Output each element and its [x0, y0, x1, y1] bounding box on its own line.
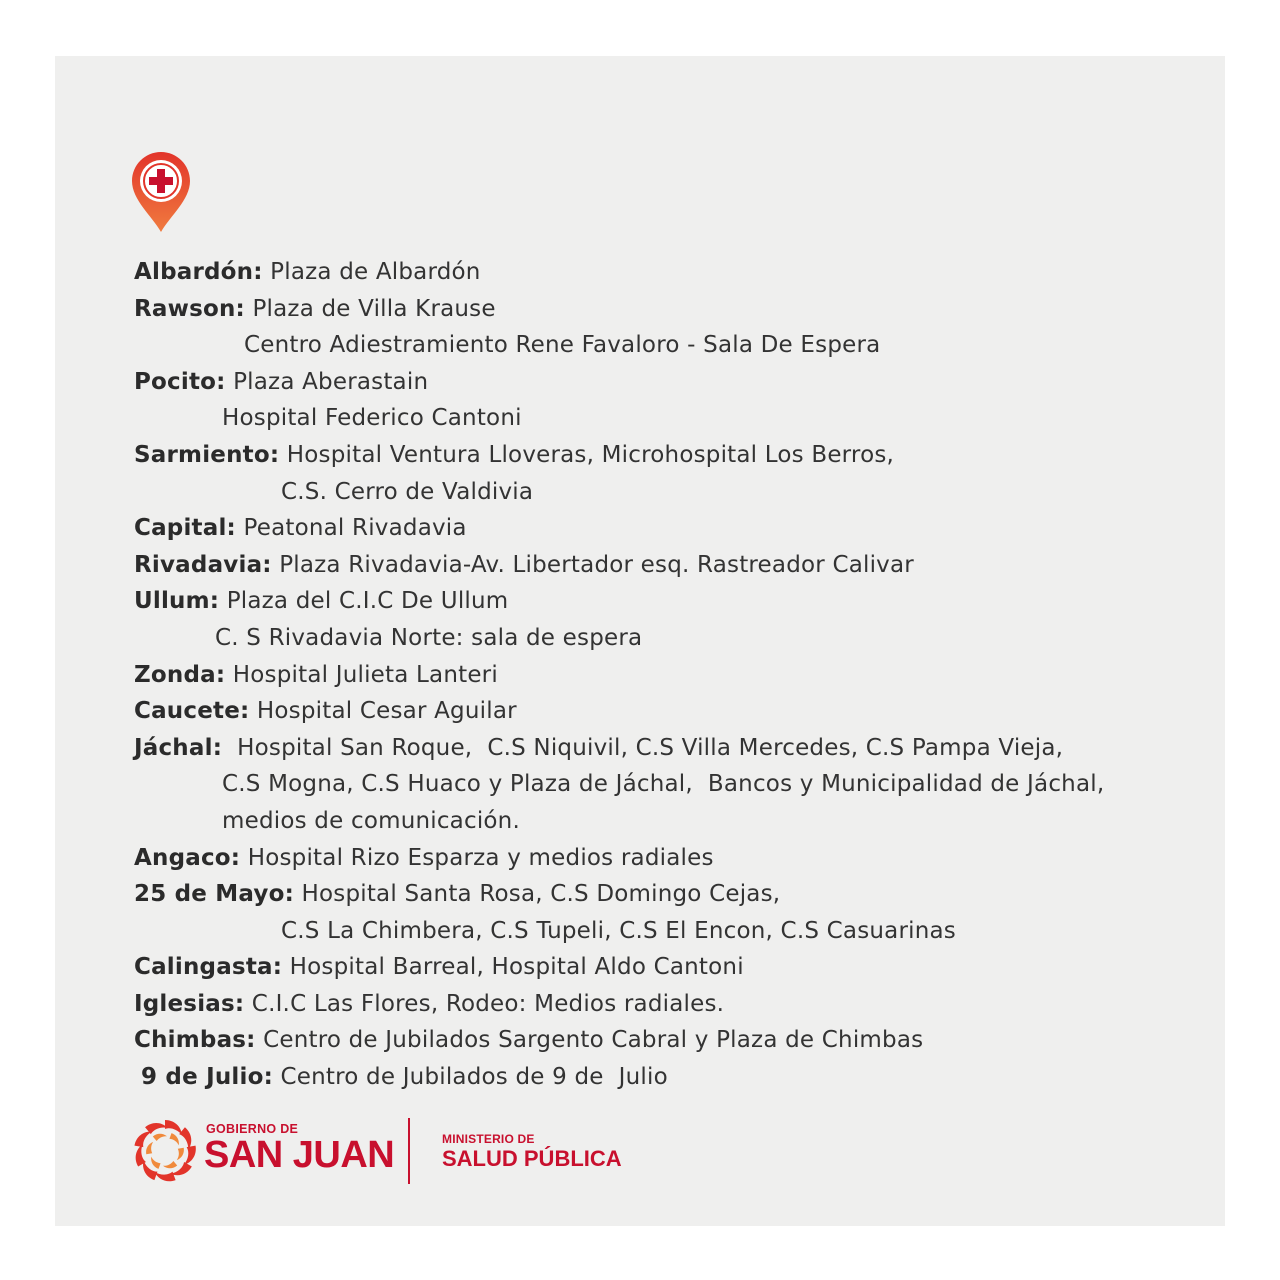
- location-line: [134, 730, 1194, 767]
- location-line: [134, 327, 1194, 364]
- salud-publica-label: SALUD PÚBLICA: [442, 1146, 622, 1171]
- location-text: medios de comunicación.: [222, 807, 520, 834]
- location-line: [134, 1022, 1194, 1059]
- location-line: [134, 547, 1194, 584]
- department-label: Pocito:: [134, 368, 226, 395]
- location-text: Hospital Cesar Aguilar: [249, 698, 517, 725]
- location-text: Centro Adiestramiento Rene Favaloro - Sala De Espera: [244, 332, 881, 359]
- location-text: Plaza Aberastain: [225, 368, 429, 395]
- san-juan-sun-logo-icon: [132, 1118, 198, 1184]
- location-line: [134, 1059, 1194, 1096]
- gobierno-de-label: GOBIERNO DE: [206, 1122, 299, 1136]
- location-line: [134, 766, 1194, 803]
- location-line: [134, 254, 1194, 291]
- location-text: C.I.C Las Flores, Rodeo: Medios radiales.: [244, 990, 725, 1017]
- location-line: [134, 803, 1194, 840]
- department-label: 25 de Mayo:: [134, 881, 294, 908]
- location-line: [134, 876, 1194, 913]
- footer-logos: [132, 1116, 652, 1186]
- location-text: Hospital Rizo Esparza y medios radiales: [240, 844, 714, 871]
- hospital-location-pin-icon: [130, 150, 192, 234]
- department-label: Calingasta:: [134, 954, 283, 981]
- logo-divider: [408, 1118, 410, 1184]
- location-line: [134, 364, 1194, 401]
- location-line: [134, 913, 1194, 950]
- location-line: [134, 400, 1194, 437]
- location-line: [134, 510, 1194, 547]
- location-text: Plaza de Albardón: [262, 259, 481, 285]
- department-label: Rawson:: [134, 295, 245, 322]
- location-text: Centro de Jubilados de 9 de Julio: [272, 1064, 668, 1091]
- location-line: [134, 840, 1194, 877]
- ministerio-de-label: MINISTERIO DE: [442, 1132, 535, 1146]
- department-label: Jáchal:: [134, 734, 223, 761]
- location-line: [134, 693, 1194, 730]
- department-label: 9 de Julio:: [141, 1064, 273, 1091]
- location-line: [134, 986, 1194, 1023]
- location-line: [134, 657, 1194, 694]
- san-juan-label: SAN JUAN: [204, 1134, 395, 1176]
- location-text: Hospital Federico Cantoni: [222, 405, 522, 432]
- location-line: [134, 474, 1194, 511]
- location-text: C.S. Cerro de Valdivia: [281, 478, 534, 505]
- location-line: [134, 583, 1194, 620]
- location-text: C. S Rivadavia Norte: sala de espera: [215, 624, 643, 651]
- location-text: Hospital Julieta Lanteri: [225, 661, 498, 688]
- department-label: Zonda:: [134, 661, 226, 688]
- department-label: Albardón:: [134, 259, 263, 285]
- location-text: C.S Mogna, C.S Huaco y Plaza de Jáchal, Bancos y Municipalidad de Jáchal,: [222, 771, 1105, 798]
- department-label: Caucete:: [134, 698, 250, 725]
- department-label: Capital:: [134, 515, 236, 542]
- department-label: Iglesias:: [134, 990, 245, 1017]
- location-line: [134, 437, 1194, 474]
- location-line: [134, 291, 1194, 328]
- locations-list: [134, 254, 1194, 1096]
- location-text: Hospital Ventura Lloveras, Microhospital Los Berros,: [279, 441, 895, 468]
- department-label: Rivadavia:: [134, 551, 272, 578]
- location-text: Centro de Jubilados Sargento Cabral y Plaza de Chimbas: [255, 1027, 924, 1054]
- location-text: Plaza del C.I.C De Ullum: [219, 588, 509, 615]
- location-line: [134, 620, 1194, 657]
- location-line: [134, 949, 1194, 986]
- location-text: Plaza Rivadavia-Av. Libertador esq. Rastreador Calivar: [271, 551, 914, 578]
- location-text: Plaza de Villa Krause: [244, 295, 496, 322]
- location-text: Hospital San Roque, C.S Niquivil, C.S Villa Mercedes, C.S Pampa Vieja,: [222, 734, 1064, 761]
- location-text: C.S La Chimbera, C.S Tupeli, C.S El Encon, C.S Casuarinas: [281, 917, 956, 944]
- department-label: Sarmiento:: [134, 441, 280, 468]
- location-text: Peatonal Rivadavia: [235, 515, 467, 542]
- location-text: Hospital Santa Rosa, C.S Domingo Cejas,: [293, 881, 781, 908]
- department-label: Angaco:: [134, 844, 241, 871]
- department-label: Ullum:: [134, 588, 220, 615]
- location-text: Hospital Barreal, Hospital Aldo Cantoni: [282, 954, 744, 981]
- department-label: Chimbas:: [134, 1027, 256, 1054]
